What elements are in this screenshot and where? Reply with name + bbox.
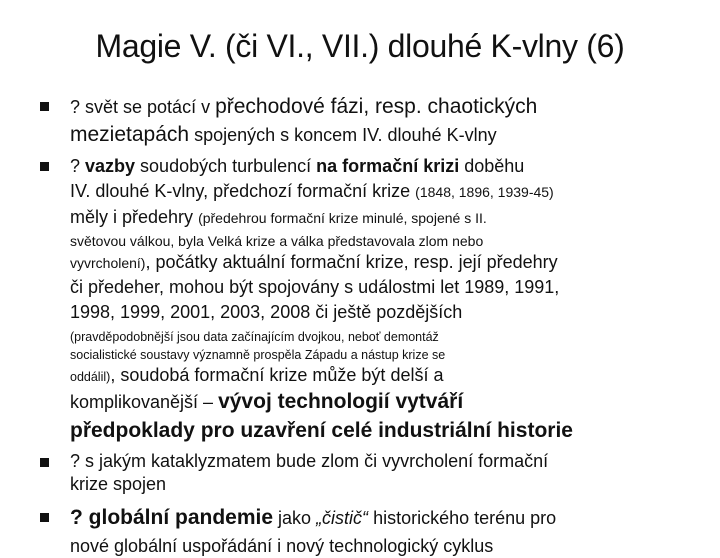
bullet-4-line-2: nové globální uspořádání i nový technologický cyklus bbox=[70, 536, 494, 556]
bullet-1 bbox=[40, 94, 715, 150]
bullet-2-line-6: či předeher, mohou být spojovány s událostmi let 1989, 1991, bbox=[70, 277, 560, 297]
bullet-2-line-5: vyvrcholení), počátky aktuální formační krize, resp. její předehry bbox=[70, 252, 558, 272]
bullet-2-line-9: socialistické soustavy významně prospěla Západu a nástup krize se bbox=[70, 348, 446, 362]
bullet-3-line-2: krize spojen bbox=[70, 474, 167, 494]
bullet-2-line-2: IV. dlouhé K-vlny, předchozí formační krize (1848, 1896, 1939-45) bbox=[70, 181, 554, 201]
bullet-1-line-1: ? svět se potácí v přechodové fázi, resp. chaotických bbox=[70, 95, 538, 118]
slide-title bbox=[0, 26, 720, 66]
bullet-2-line-7: 1998, 1999, 2001, 2003, 2008 či ještě pozdějších bbox=[70, 302, 463, 322]
bullet-2-line-12: předpoklady pro uzavření celé industriální historie bbox=[70, 419, 573, 442]
bullet-marker-icon bbox=[40, 162, 49, 171]
bullet-2 bbox=[40, 154, 715, 444]
bullet-3 bbox=[40, 450, 715, 496]
bullet-marker-icon bbox=[40, 513, 49, 522]
bullet-2-line-10: oddálil), soudobá formační krize může být delší a bbox=[70, 365, 444, 385]
bullet-4 bbox=[40, 503, 715, 558]
bullet-list bbox=[40, 94, 715, 558]
bullet-marker-icon bbox=[40, 102, 49, 111]
bullet-3-line-1: ? s jakým kataklyzmatem bude zlom či vyvrcholení formační bbox=[70, 451, 549, 471]
bullet-2-line-1: ? vazby soudobých turbulencí na formační krizi doběhu bbox=[70, 156, 525, 176]
title-main: Magie V. (či VI., VII.) dlouhé K-vlny bbox=[95, 28, 578, 64]
bullet-marker-icon bbox=[40, 458, 49, 467]
bullet-2-line-11: komplikovanější – vývoj technologií vytváří bbox=[70, 390, 464, 413]
bullet-2-line-3: měly i předehry (předehrou formační krize minulé, spojené s II. bbox=[70, 207, 487, 227]
bullet-4-line-1: ? globální pandemie jako „čistič“ historického terénu pro bbox=[70, 506, 557, 529]
bullet-2-line-4: světovou válkou, byla Velká krize a válka představovala zlom nebo bbox=[70, 233, 484, 249]
bullet-1-line-2: mezietapách spojených s koncem IV. dlouhé K-vlny bbox=[70, 123, 497, 146]
title-number: (6) bbox=[586, 28, 625, 64]
bullet-2-line-8: (pravděpodobnější jsou data začínajícím dvojkou, neboť demontáž bbox=[70, 330, 439, 344]
